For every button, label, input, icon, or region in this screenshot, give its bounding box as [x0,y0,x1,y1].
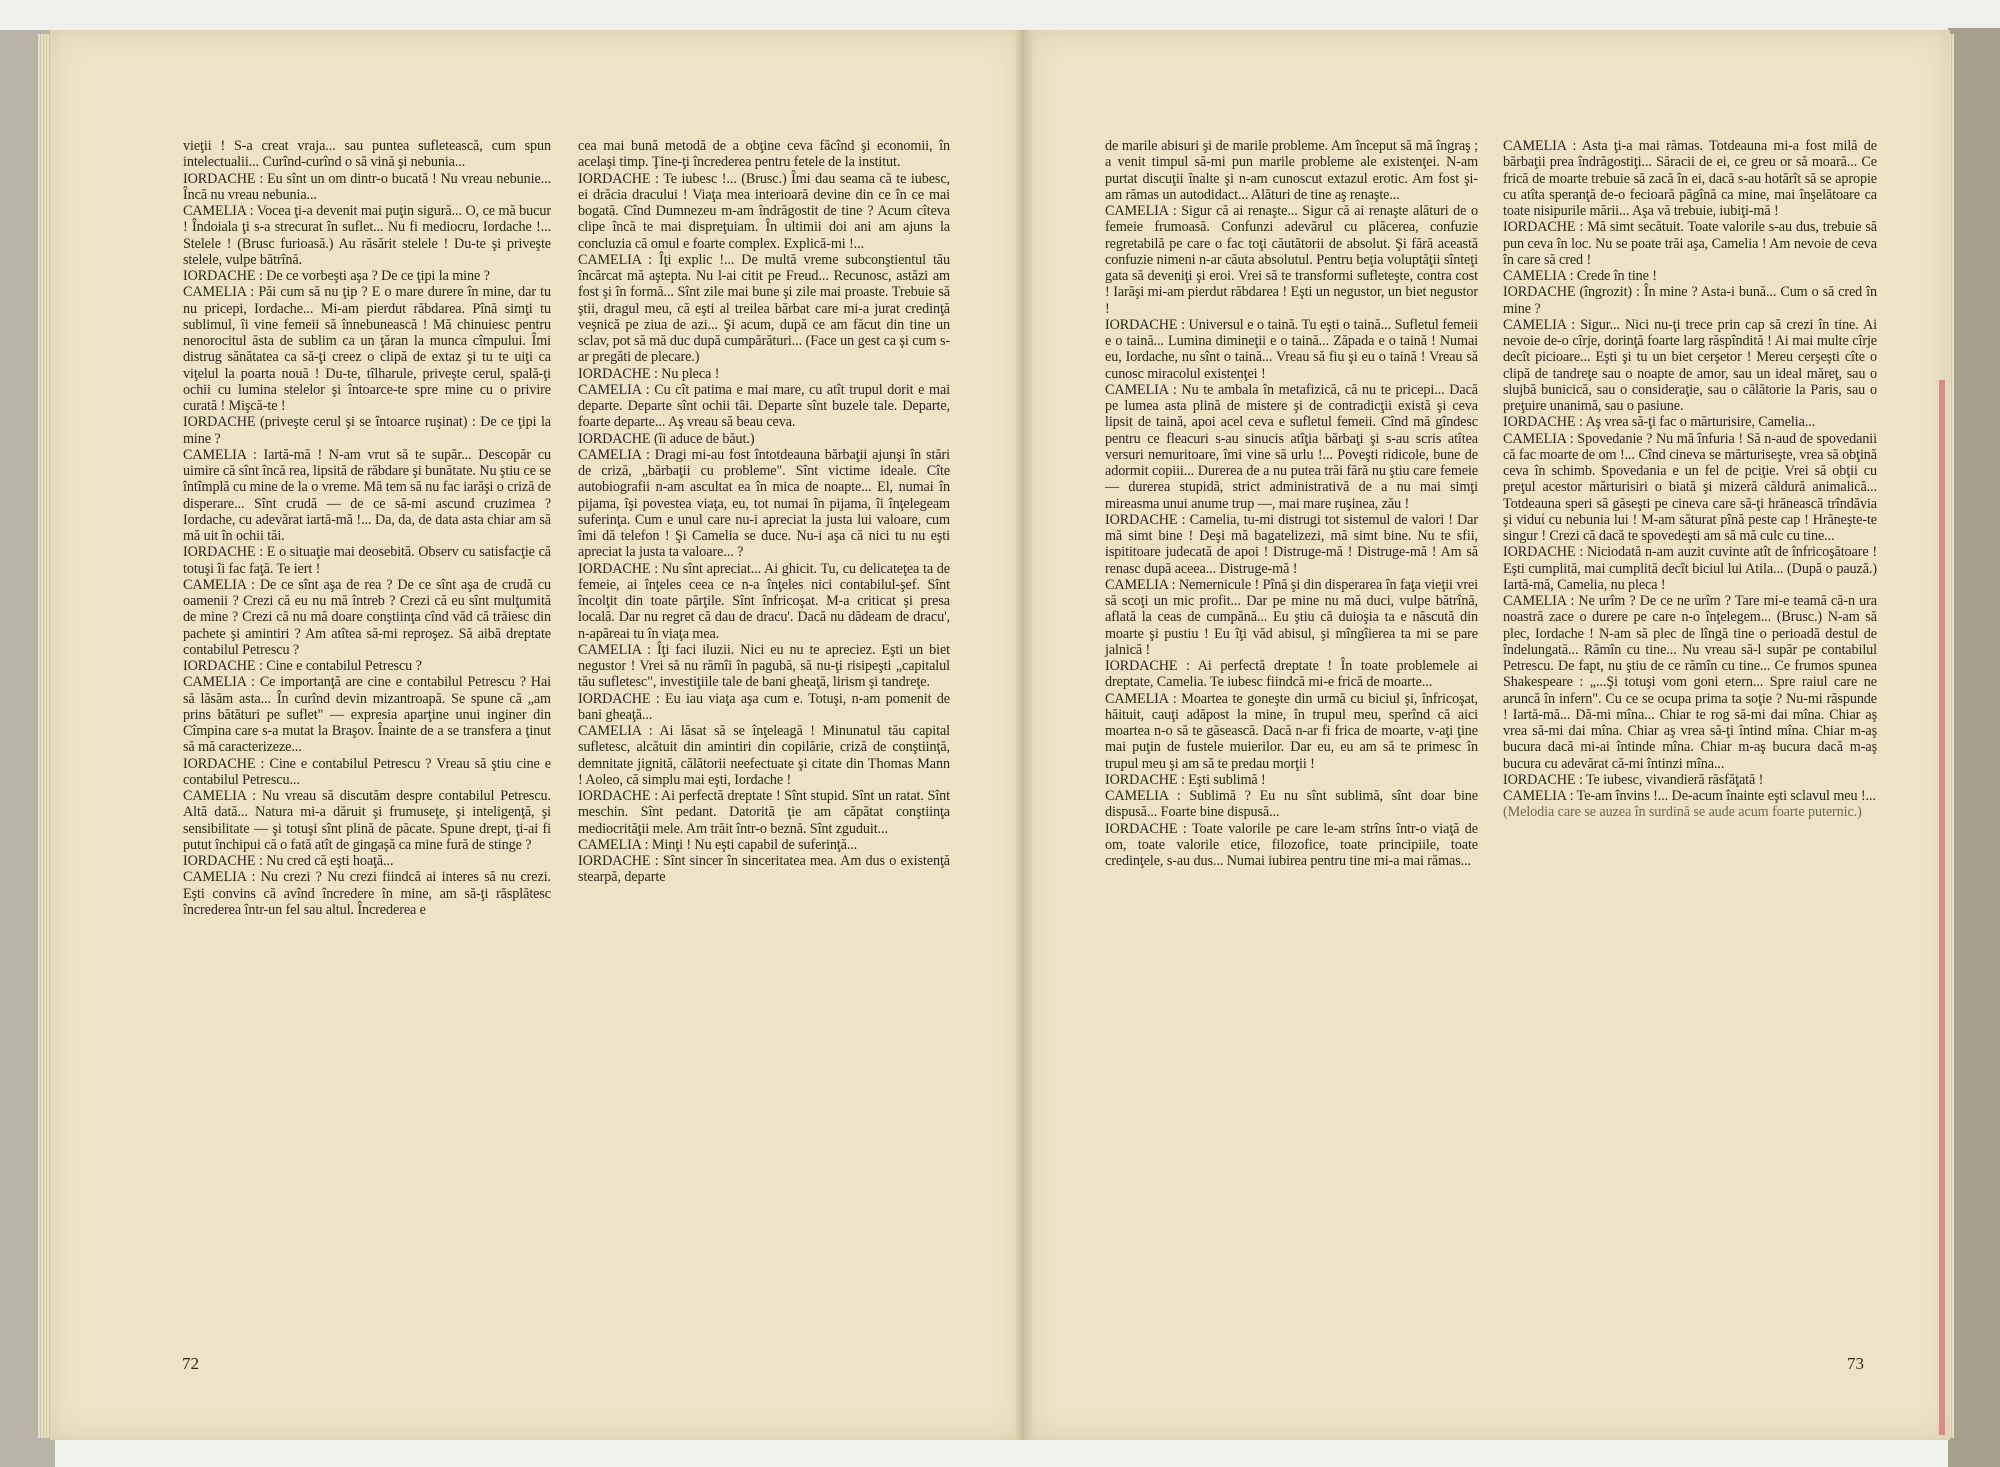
page-number-left: 72 [182,1354,199,1373]
dialogue-paragraph: IORDACHE : Aş vrea să-ţi fac o mărturisire, Camelia... [1503,414,1816,431]
dialogue-paragraph: CAMELIA : Îţi faci iluzii. Nici eu nu te apreciez. Eşti un biet negustor ! Vrei să nu rămîi în pagubă, să nu-ţi risipeşti „capitalul tău sufletesc", investiţiile tale de bani gheaţă, lirism şi tandreţe. [578,641,950,691]
text-column-1 [183,138,551,918]
dialogue-paragraph: CAMELIA : Dragi mi-au fost întotdeauna bărbaţii ajunşi în stări de criză, „bărbaţii cu probleme". Sînt victime ideale. Cîte autobiografii n-am ascultat ea în mica de noapte... El, numai în pijama, îşi povestea viaţa, eu, tot numai în pijama, îi înţelegeam suferinţa. Cum e unul care nu-i apreciat la justa lui valoare, cum îmi dă telefon ! Şi Camelia se duce. Nu-i aşa că nici tu nu eşti apreciat la justa ta valoare... ? [578,446,950,561]
dialogue-paragraph: CAMELIA : Ne urîm ? De ce ne urîm ? Tare mi-e teamă că-n ura noastră zace o durere pe care n-o înţelegem... (Brusc.) N-am să plec, Iordache ! N-am să plec de lîngă tine o perioadă destul de îndelungată... Rămîn cu tine... Nu vreau să-l supăr pe contabilul Petrescu. De fapt, nu ştiu de ce rămîn cu tine... Ce frumos spunea Shakespeare : „...Şi totuşi vom goni etern... Spre raiul care ne aruncă în infern". Cu ce se ocupa prima ta soţie ? Nu-mi răspunde ! Iartă-mă... Dă-mi mîna... Chiar te rog să-mi dai mîna. Chiar aş vrea să-mi dai mîna. Chiar aş vrea să-ţi întind mîna. Chiar m-aş bucura dacă mi-ai întinde mîna. Chiar m-aş bucura dacă m-aş bucura cu adevărat că-mi întinzi mîna... [1503,593,1877,772]
dialogue-paragraph: CAMELIA : Crede în tine ! [1503,268,1657,284]
dialogue-paragraph: IORDACHE : Toate valorile pe care le-am strîns într-o viaţă de om, toate valorile etice, filozofice, toate principiile, toate credinţele, s-au dus... Numai iubirea pentru tine mi-a mai rămas... [1105,820,1478,869]
dialogue-paragraph: IORDACHE : Mă simt secătuit. Toate valorile s-au dus, trebuie să pun ceva în loc. Nu se poate trăi aşa, Camelia ! Am nevoie de ceva în care să cred ! [1503,219,1877,268]
dialogue-paragraph: IORDACHE : Nu cred că eşti hoaţă... [183,853,394,869]
dialogue-paragraph: IORDACHE : Ai perfectă dreptate ! Sînt stupid. Sînt un ratat. Sînt meschin. Sînt pedant. Datorită ţie am căpătat conştiinţa mediocrităţii mele. Am trăit într-o beznă. Sînt zguduit... [578,788,950,837]
dialogue-paragraph: IORDACHE (priveşte cerul şi se întoarce ruşinat) : De ce ţipi la mine ? [183,414,551,447]
dialogue-paragraph: CAMELIA : Asta ţi-a mai rămas. Totdeauna mi-a fost milă de bărbaţii prea îndrăgostiţi... Săracii de ei, ce greu or să moară... Ce frică de moarte trebuie să zacă în ei, dacă s-au hotărît să se apropie cu atîta speranţă de-o fecioară păgînă ca mine, mai înşelătoare ca toate nisipurile mării... Aşa vă trebuie, iubiţi-mă ! [1503,138,1877,219]
text-column-4 [1503,138,1877,821]
dialogue-paragraph: CAMELIA : Ai lăsat să se înţeleagă ! Minunatul tău capital sufletesc, alcătuit din amintiri din copilărie, criză de conştiinţă, demnitate jignită, călătorii neefectuate şi citate din Thomas Mann ! Aoleo, că simplu mai eşti, Iordache ! [578,723,950,788]
dialogue-paragraph: IORDACHE : Camelia, tu-mi distrugi tot sistemul de valori ! Dar mă simt bine ! Deşi mă bagatelizezi, mă simt bine. Nu te sfii, ispititoare judecată de apoi ! Distruge-mă ! Distruge-mă ! Am să renasc după aceea... Distruge-mă ! [1105,511,1478,577]
dialogue-paragraph: IORDACHE : E o situaţie mai deosebită. Observ cu satisfacţie că totuşi îi fac faţă. Te iert ! [183,544,551,577]
dialogue-paragraph: IORDACHE : De ce vorbeşti aşa ? De ce ţipi la mine ? [183,268,490,284]
dialogue-paragraph: IORDACHE : Te iubesc, vivandieră răsfăţată ! [1503,771,1764,788]
dialogue-paragraph: CAMELIA : Te-am învins !... De-acum înainte eşti sclavul meu !... [1503,788,1876,804]
dialogue-paragraph: CAMELIA : Păi cum să nu ţip ? E o mare durere în mine, dar tu nu pricepi, Iordache... Mi-am pierdut răbdarea. Pînă simţi tu sublimul, îi vine femeii să înnebunească ! Mă chinuiesc pentru nenorocitul ăsta de sublim ca un ţăran la munca cîmpului. Îmi distrug sănătatea ca să-ţi creez o clipă de extaz şi tu te uiţi ca viţelul la poarta nouă ! Du-te, tîlharule, priveşte cerul, spală-ţi ochii cu lumina stelelor şi întoarce-te spre mine cu o privire curată ! Mişcă-te ! [183,284,551,414]
stage-direction: (Melodia care se auzea în surdină se aude acum foarte puternic.) [1503,804,1862,821]
dialogue-paragraph: CAMELIA : Nemernicule ! Pînă şi din disperarea în faţa vieţii vrei să scoţi un mic profit... Dar pe mine nu mă duci, vulpe bătrînă, aflată la ceas de cumpănă... Eu ştiu că duioşia ta e născută din moarte şi pustiu ! Eu îţi văd abisul, şi mîngîierea ta mi se pare jalnică ! [1105,576,1478,658]
page-number-right: 73 [1847,1354,1864,1373]
dialogue-paragraph: IORDACHE : Universul e o taină. Tu eşti o taină... Sufletul femeii e o taină... Lumina dimineţii e o taină... Zăpada e o taină ! Numai eu, Iordache, nu sînt o taină... Vreau să fiu şi eu o taină ! Vreau să cunosc miracolul existenţei ! [1105,316,1478,382]
dialogue-paragraph: CAMELIA : Spovedanie ? Nu mă înfuria ! Să n-aud de spovedanii că fac moarte de om !... Cînd cineva se mărturiseşte, vrea să obţină ceva în schimb. Spovedania e un fel de pciţie. Vrei să obţii cu preţul acestor mărturisiri o biată şi mizeră căldură animalică... Totdeauna speri să găseşti pe cineva care să-ţi hrănească trîndăvia şi viduί cu nebunia lui ! M-am săturat pînă peste cap ! Hrăneşte-te singur ! Crezi că dacă te spovedeşti am să mă culc cu tine... [1503,430,1877,544]
dialogue-paragraph: IORDACHE : Eu sînt un om dintr-o bucată ! Nu vreau nebunie... Încă nu vreau nebunia... [183,170,551,203]
dialogue-paragraph: CAMELIA : Vocea ţi-a devenit mai puţin sigură... O, ce mă bucur ! Îndoiala ţi s-a strecurat în suflet... Nu fi mediocru, Iordache !... Stelele ! (Brusc furioasă.) Au răsărit stelele ! Du-te şi priveşte stelele, vulpe bătrînă. [183,203,551,268]
dialogue-paragraph: CAMELIA : Sigur că ai renaşte... Sigur că ai renaşte alături de o femeie frumoasă. Confunzi adevărul cu plăcerea, confuzie regretabilă pe care o fac toţi căutătorii de absolut. Şi fără această confuzie nimeni n-ar căuta absolutul. Pentru beţia voluptăţii sînteţi gata să deveniţi şi eroi. Vrei să te transformi sufleteşte, contra cost ! Iarăşi mi-am pierdut răbdarea ! Eşti un negustor, un biet negustor ! [1105,203,1478,317]
dialogue-paragraph: IORDACHE : Eu iau viaţa aşa cum e. Totuşi, n-am pomenit de bani gheaţă... [578,690,950,723]
dialogue-paragraph: IORDACHE (îngrozit) : În mine ? Asta-i bună... Cum o să cred în mine ? [1503,284,1877,317]
dialogue-paragraph: CAMELIA : Ce importanţă are cine e contabilul Petrescu ? Hai să lăsăm asta... În curînd devin mizantroapă. Se spune că „am prins bătături pe suflet" — expresia aparţine unui inginer din Cîmpina care s-a mutat la Braşov. Înainte de a se transfera a ţinut să mă caracterizeze... [183,674,551,756]
dialogue-paragraph: de marile abisuri şi de marile probleme. Am început să mă îngraş ; a venit timpul să-mi pun marile probleme ale existenţei. N-am purtat discuţii înalte şi n-am cunoscut extazul erotic. Am fost şi-am rămas un autodidact... Alături de tine aş renaşte... [1105,138,1478,203]
dialogue-paragraph: IORDACHE : Cine e contabilul Petrescu ? [183,658,422,674]
dialogue-paragraph: CAMELIA : Nu crezi ? Nu crezi fiindcă ai interes să nu crezi. Eşti convins că avînd încredere în mine, am să-ţi răsplătesc încrederea într-un fel sau altul. Încrederea e [183,869,551,918]
dialogue-paragraph: CAMELIA : Sigur... Nici nu-ţi trece prin cap să crezi în tine. Ai nevoie de-o cîrje, dorinţă foarte larg răspîndită ! Ai mai multe cîrje decît picioare... Eşti şi tu un biet cerşetor ! Mereu cerşeşti cîte o clipă de tandreţe sau o noapte de amor, sau un ideal măreţ, sau o slujbă bunicică, sau o consideraţie, sau o călătorie la Paris, sau o preţuire unanimă, sau o pasiune. [1503,316,1877,414]
text-column-3 [1105,138,1478,869]
dialogue-paragraph: CAMELIA : Nu te ambala în metafizică, că nu te pricepi... Dacă pe lumea asta plină de mistere şi de contradicţii există şi ceva lipsit de taină, apoi acel ceva e sufletul femeii. Cînd mă gîndesc pentru ce fleacuri s-au sinucis atîţia bărbaţi şi s-au scris atîtea versuri nemuritoare, îmi vine să urlu !... Poveşti ridicole, bune de adormit copiii... Durerea de a nu putea trăi fără nu ştiu care femeie — durerea stupidă, strict administrativă de a nu mai simţi mireasma unui anume trup —, mai mare ruşinea, zău ! [1105,381,1478,512]
dialogue-paragraph: IORDACHE : Te iubesc !... (Brusc.) Îmi dau seama că te iubesc, ei drăcia dracului ! Viaţa mea interioară devine din ce în ce mai bogată. Cînd Dumnezeu m-am îndrăgostit de tine ? Acum cîteva clipe încă te mai dispreţuiam. În ultimii doi ani am ajuns la concluzia că omul e foarte complex. Explică-mi !... [578,170,950,252]
dialogue-paragraph: CAMELIA : Îţi explic !... De multă vreme subconştientul tău încărcat mă aştepta. Nu l-ai citit pe Freud... Recunosc, astăzi am fost şi în formă... Sînt zile mai bune şi zile mai proaste. Trebuie să ştii, dragul meu, că eşti al treilea bărbat care mi-a jurat credinţă veşnică pe ziua de azi... Şi acum, după ce am făcut din tine un sclav, pot să mă duc după cumpărături... (Face un gest ca şi cum s-ar pregăti de plecare.) [578,251,950,366]
book-top-edge [0,0,2000,30]
dialogue-paragraph: IORDACHE : Eşti sublimă ! [1105,771,1266,788]
dialogue-paragraph: vieţii ! S-a creat vraja... sau puntea sufletească, cum spun intelectualii... Curînd-curînd o să vină şi nebunia... [183,138,551,171]
dialogue-paragraph: IORDACHE (îi aduce de băut.) [578,430,755,447]
dialogue-paragraph: IORDACHE : Nu pleca ! [578,365,720,382]
dialogue-paragraph: CAMELIA : Iartă-mă ! N-am vrut să te supăr... Descopăr cu uimire că sînt încă rea, lipsită de răbdare şi bunătate. Nu ştiu ce se întîmplă cu mine de la o vreme. Mă tem să nu fac iarăşi o criză de disperare... Sînt crudă — de ce să-mi ascund cruzimea ? Iordache, cu adevărat iartă-mă !... Da, da, de data asta chiar am să mă uit în ochii tăi. [183,446,551,544]
dialogue-paragraph: IORDACHE : Ai perfectă dreptate ! În toate problemele ai dreptate, Camelia. Te iubesc fiindcă mi-e frică de moarte... [1105,658,1478,691]
page-edge-mark [1939,380,1945,1435]
dialogue-paragraph: CAMELIA : Nu vreau să discutăm despre contabilul Petrescu. Altă dată... Natura mi-a dăruit şi frumuseţe, şi inteligenţă, şi sensibilitate — şi totuşi sînt plină de păcate. Spune drept, ţi-ai fi putut închipui că o fată atît de gingaşă ca mine fură de stinge ? [183,788,551,853]
dialogue-paragraph: CAMELIA : Minţi ! Nu eşti capabil de suferinţă... [578,836,858,853]
dialogue-paragraph: IORDACHE : Cine e contabilul Petrescu ? Vreau să ştiu cine e contabilul Petrescu... [183,755,551,788]
dialogue-paragraph: IORDACHE : Niciodată n-am auzit cuvinte atît de înfricoşătoare ! Eşti cumplită, mai cumplită decît biciul lui Atila... (După o pauză.) Iartă-mă, Camelia, nu pleca ! [1503,544,1877,593]
dialogue-paragraph: IORDACHE : Sînt sincer în sinceritatea mea. Am dus o existenţă stearpă, departe [578,853,950,886]
dialogue-paragraph: CAMELIA : Moartea te goneşte din urmă cu biciul şi, înfricoşat, hăituit, cauţi adăpost la mine, în trupul meu, sperînd că aici moartea n-o să te găsească. Dacă n-ar fi frica de moarte, v-aţi ţine mai puţin de fustele muierilor. Dar eu, eu am să te primesc în trupul meu şi am să te predau morţii ! [1105,690,1478,772]
dialogue-paragraph: cea mai bună metodă de a obţine ceva făcînd şi economii, în acelaşi timp. Ţine-ţi încrederea pentru fetele de la institut. [578,138,950,171]
text-column-2 [578,138,950,886]
dialogue-paragraph: CAMELIA : Sublimă ? Eu nu sînt sublimă, sînt doar bine dispusă... Foarte bine dispusă... [1105,788,1478,821]
dialogue-paragraph: IORDACHE : Nu sînt apreciat... Ai ghicit. Tu, cu delicateţea ta de femeie, ai înţeles ceea ce n-a înţeles nici contabilul-şef. Sînt încolţit din toate părţile. Sînt înfricoşat. M-a criticat şi presa locală. Dar nu regret că dau de dracu'. Dacă nu dădeam de dracu', n-apăreai tu în viaţa mea. [578,560,950,642]
dialogue-paragraph: CAMELIA : De ce sînt aşa de rea ? De ce sînt aşa de crudă cu oamenii ? Crezi că eu nu mă întreb ? Crezi că eu sînt mulţumită de mine ? Crezi că nu mă doare conştiinţa cînd văd că trăiesc din pachete şi amintiri ? Am atîtea să-mi reproşez. Să aibă dreptate contabilul Petrescu ? [183,576,551,658]
book-gutter [1016,30,1032,1440]
book-cover-right [1948,28,2000,1467]
dialogue-paragraph: CAMELIA : Cu cît patima e mai mare, cu atît trupul dorit e mai departe. Departe sînt ochii tăi. Departe sînt buzele tale. Departe, foarte departe... Aş vreau să beau ceva. [578,381,950,431]
